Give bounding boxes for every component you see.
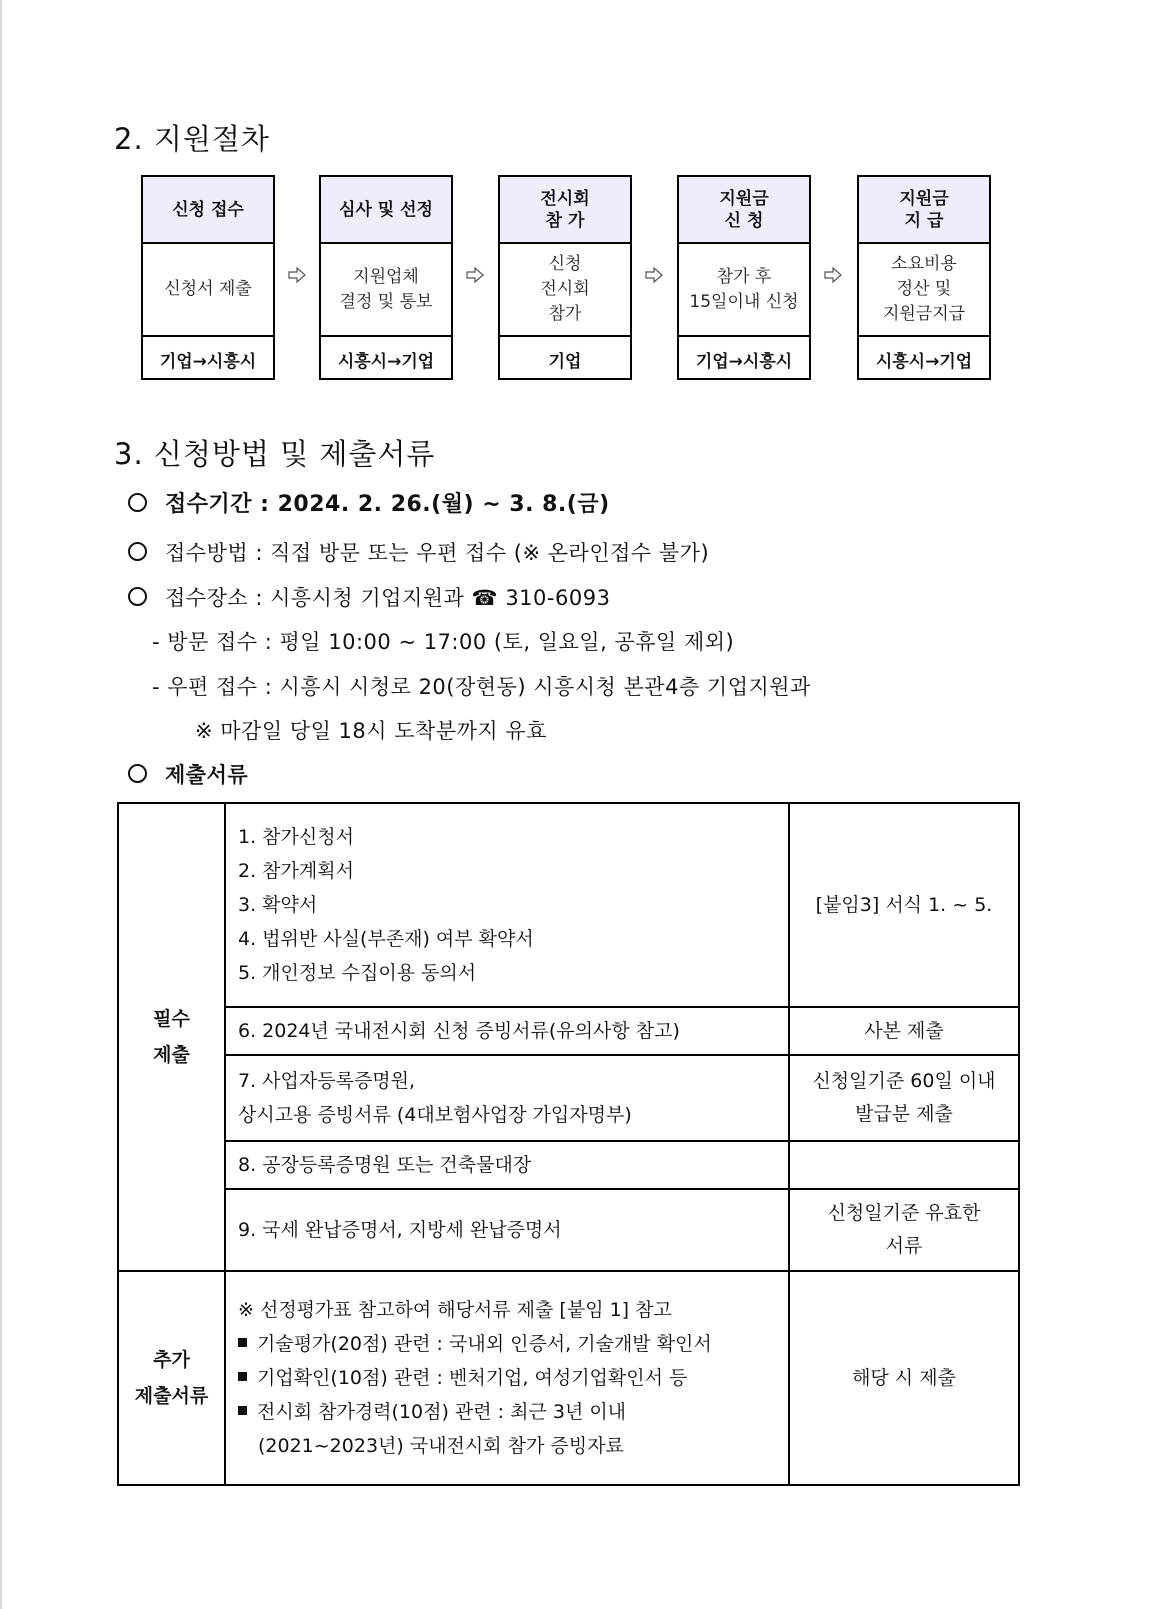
note-cell: 해당 시 제출 <box>789 1271 1019 1485</box>
page-edge <box>0 0 2 1609</box>
visit-submission: - 방문 접수 : 평일 10:00 ~ 17:00 (토, 일요일, 공휴일 제외) <box>152 630 735 654</box>
circle-bullet-icon <box>128 587 147 606</box>
step-1-box <box>141 175 275 380</box>
note-cell: [붙임3] 서식 1. ~ 5. <box>789 803 1019 1007</box>
step-5-box <box>857 175 991 380</box>
step-header: 신청 접수 <box>143 177 273 244</box>
docs-heading <box>128 759 248 789</box>
step-3-box <box>498 175 632 380</box>
application-method-text: 접수방법 : 직접 방문 또는 우편 접수 (※ 온라인접수 불가) <box>165 541 710 565</box>
step-header: 심사 및 선정 <box>321 177 451 244</box>
table-row <box>118 1141 1019 1189</box>
hollow-right-arrow-icon <box>287 265 307 285</box>
table-row <box>118 1189 1019 1271</box>
additional-category: 추가 제출서류 <box>118 1271 225 1485</box>
hollow-right-arrow-icon <box>465 265 485 285</box>
documents-table <box>117 802 1020 1486</box>
hollow-right-arrow-icon <box>823 265 843 285</box>
required-item-9: 9. 국세 완납증명서, 지방세 완납증명서 <box>225 1189 789 1271</box>
hollow-right-arrow-icon <box>644 265 664 285</box>
square-bullet-icon <box>238 1338 247 1347</box>
step-body: 소요비용 정산 및 지원금지급 <box>859 244 989 337</box>
table-row <box>118 1271 1019 1485</box>
step-4-box <box>677 175 811 380</box>
required-items-1-5: 1. 참가신청서 2. 참가계획서 3. 확약서 4. 법위반 사실(부존재) 여부 확약서 5. 개인정보 수집이용 동의서 <box>225 803 789 1007</box>
mail-submission: - 우편 접수 : 시흥시 시청로 20(장현동) 시흥시청 본관4층 기업지원과 <box>152 675 811 699</box>
note-cell: 사본 제출 <box>789 1007 1019 1055</box>
step-header: 지원금 지 급 <box>859 177 989 244</box>
required-item-8: 8. 공장등록증명원 또는 건축물대장 <box>225 1141 789 1189</box>
circle-bullet-icon <box>128 764 147 783</box>
required-item-7: 7. 사업자등록증명원, 상시고용 증빙서류 (4대보험사업장 가입자명부) <box>225 1055 789 1141</box>
procedure-flow <box>141 175 1001 383</box>
additional-bullet-text: 기업확인(10점) 관련 : 벤처기업, 여성기업확인서 등 <box>257 1367 688 1389</box>
note-cell <box>789 1141 1019 1189</box>
square-bullet-icon <box>238 1406 247 1415</box>
step-body: 신청서 제출 <box>143 244 273 337</box>
additional-bullet-text: 기술평가(20점) 관련 : 국내외 인증서, 기술개발 확인서 <box>257 1333 712 1355</box>
note-cell: 신청일기준 유효한 서류 <box>789 1189 1019 1271</box>
table-row <box>118 1007 1019 1055</box>
section-3-title: 3. 신청방법 및 제출서류 <box>114 437 436 471</box>
application-place <box>128 582 610 612</box>
application-period <box>128 487 610 518</box>
step-header: 전시회 참 가 <box>500 177 630 244</box>
table-row <box>118 803 1019 1007</box>
step-body: 지원업체 결정 및 통보 <box>321 244 451 337</box>
additional-items <box>225 1271 789 1485</box>
deadline-note: ※ 마감일 당일 18시 도착분까지 유효 <box>195 719 547 743</box>
additional-intro: ※ 선정평가표 참고하여 해당서류 제출 [붙임 1] 참고 <box>238 1299 672 1321</box>
step-footer: 시흥시→기업 <box>875 351 973 372</box>
additional-bullet-text: 전시회 참가경력(10점) 관련 : 최근 3년 이내 <box>257 1401 627 1423</box>
step-footer: 시흥시→기업 <box>337 351 435 372</box>
step-body: 신청 전시회 참가 <box>500 244 630 337</box>
circle-bullet-icon <box>128 542 147 561</box>
application-place-text: 접수장소 : 시흥시청 기업지원과 ☎ 310-6093 <box>165 586 611 610</box>
section-2-title: 2. 지원절차 <box>114 122 270 156</box>
circle-bullet-icon <box>128 493 147 512</box>
step-2-box <box>319 175 453 380</box>
required-category: 필수 제출 <box>118 803 225 1271</box>
note-cell: 신청일기준 60일 이내 발급분 제출 <box>789 1055 1019 1141</box>
application-method <box>128 537 709 567</box>
additional-continuation: (2021~2023년) 국내전시회 참가 증빙자료 <box>258 1435 624 1457</box>
step-header: 지원금 신 청 <box>679 177 809 244</box>
docs-heading-text: 제출서류 <box>165 763 249 787</box>
additional-bullet <box>238 1395 787 1429</box>
step-footer: 기업 <box>548 351 582 372</box>
step-footer: 기업→시흥시 <box>695 351 793 372</box>
application-period-text: 접수기간 : 2024. 2. 26.(월) ~ 3. 8.(금) <box>165 492 610 517</box>
step-footer: 기업→시흥시 <box>159 351 257 372</box>
table-row <box>118 1055 1019 1141</box>
required-item-6: 6. 2024년 국내전시회 신청 증빙서류(유의사항 참고) <box>225 1007 789 1055</box>
square-bullet-icon <box>238 1372 247 1381</box>
additional-bullet <box>238 1361 787 1395</box>
additional-bullet <box>238 1327 787 1361</box>
step-body: 참가 후 15일이내 신청 <box>679 244 809 337</box>
